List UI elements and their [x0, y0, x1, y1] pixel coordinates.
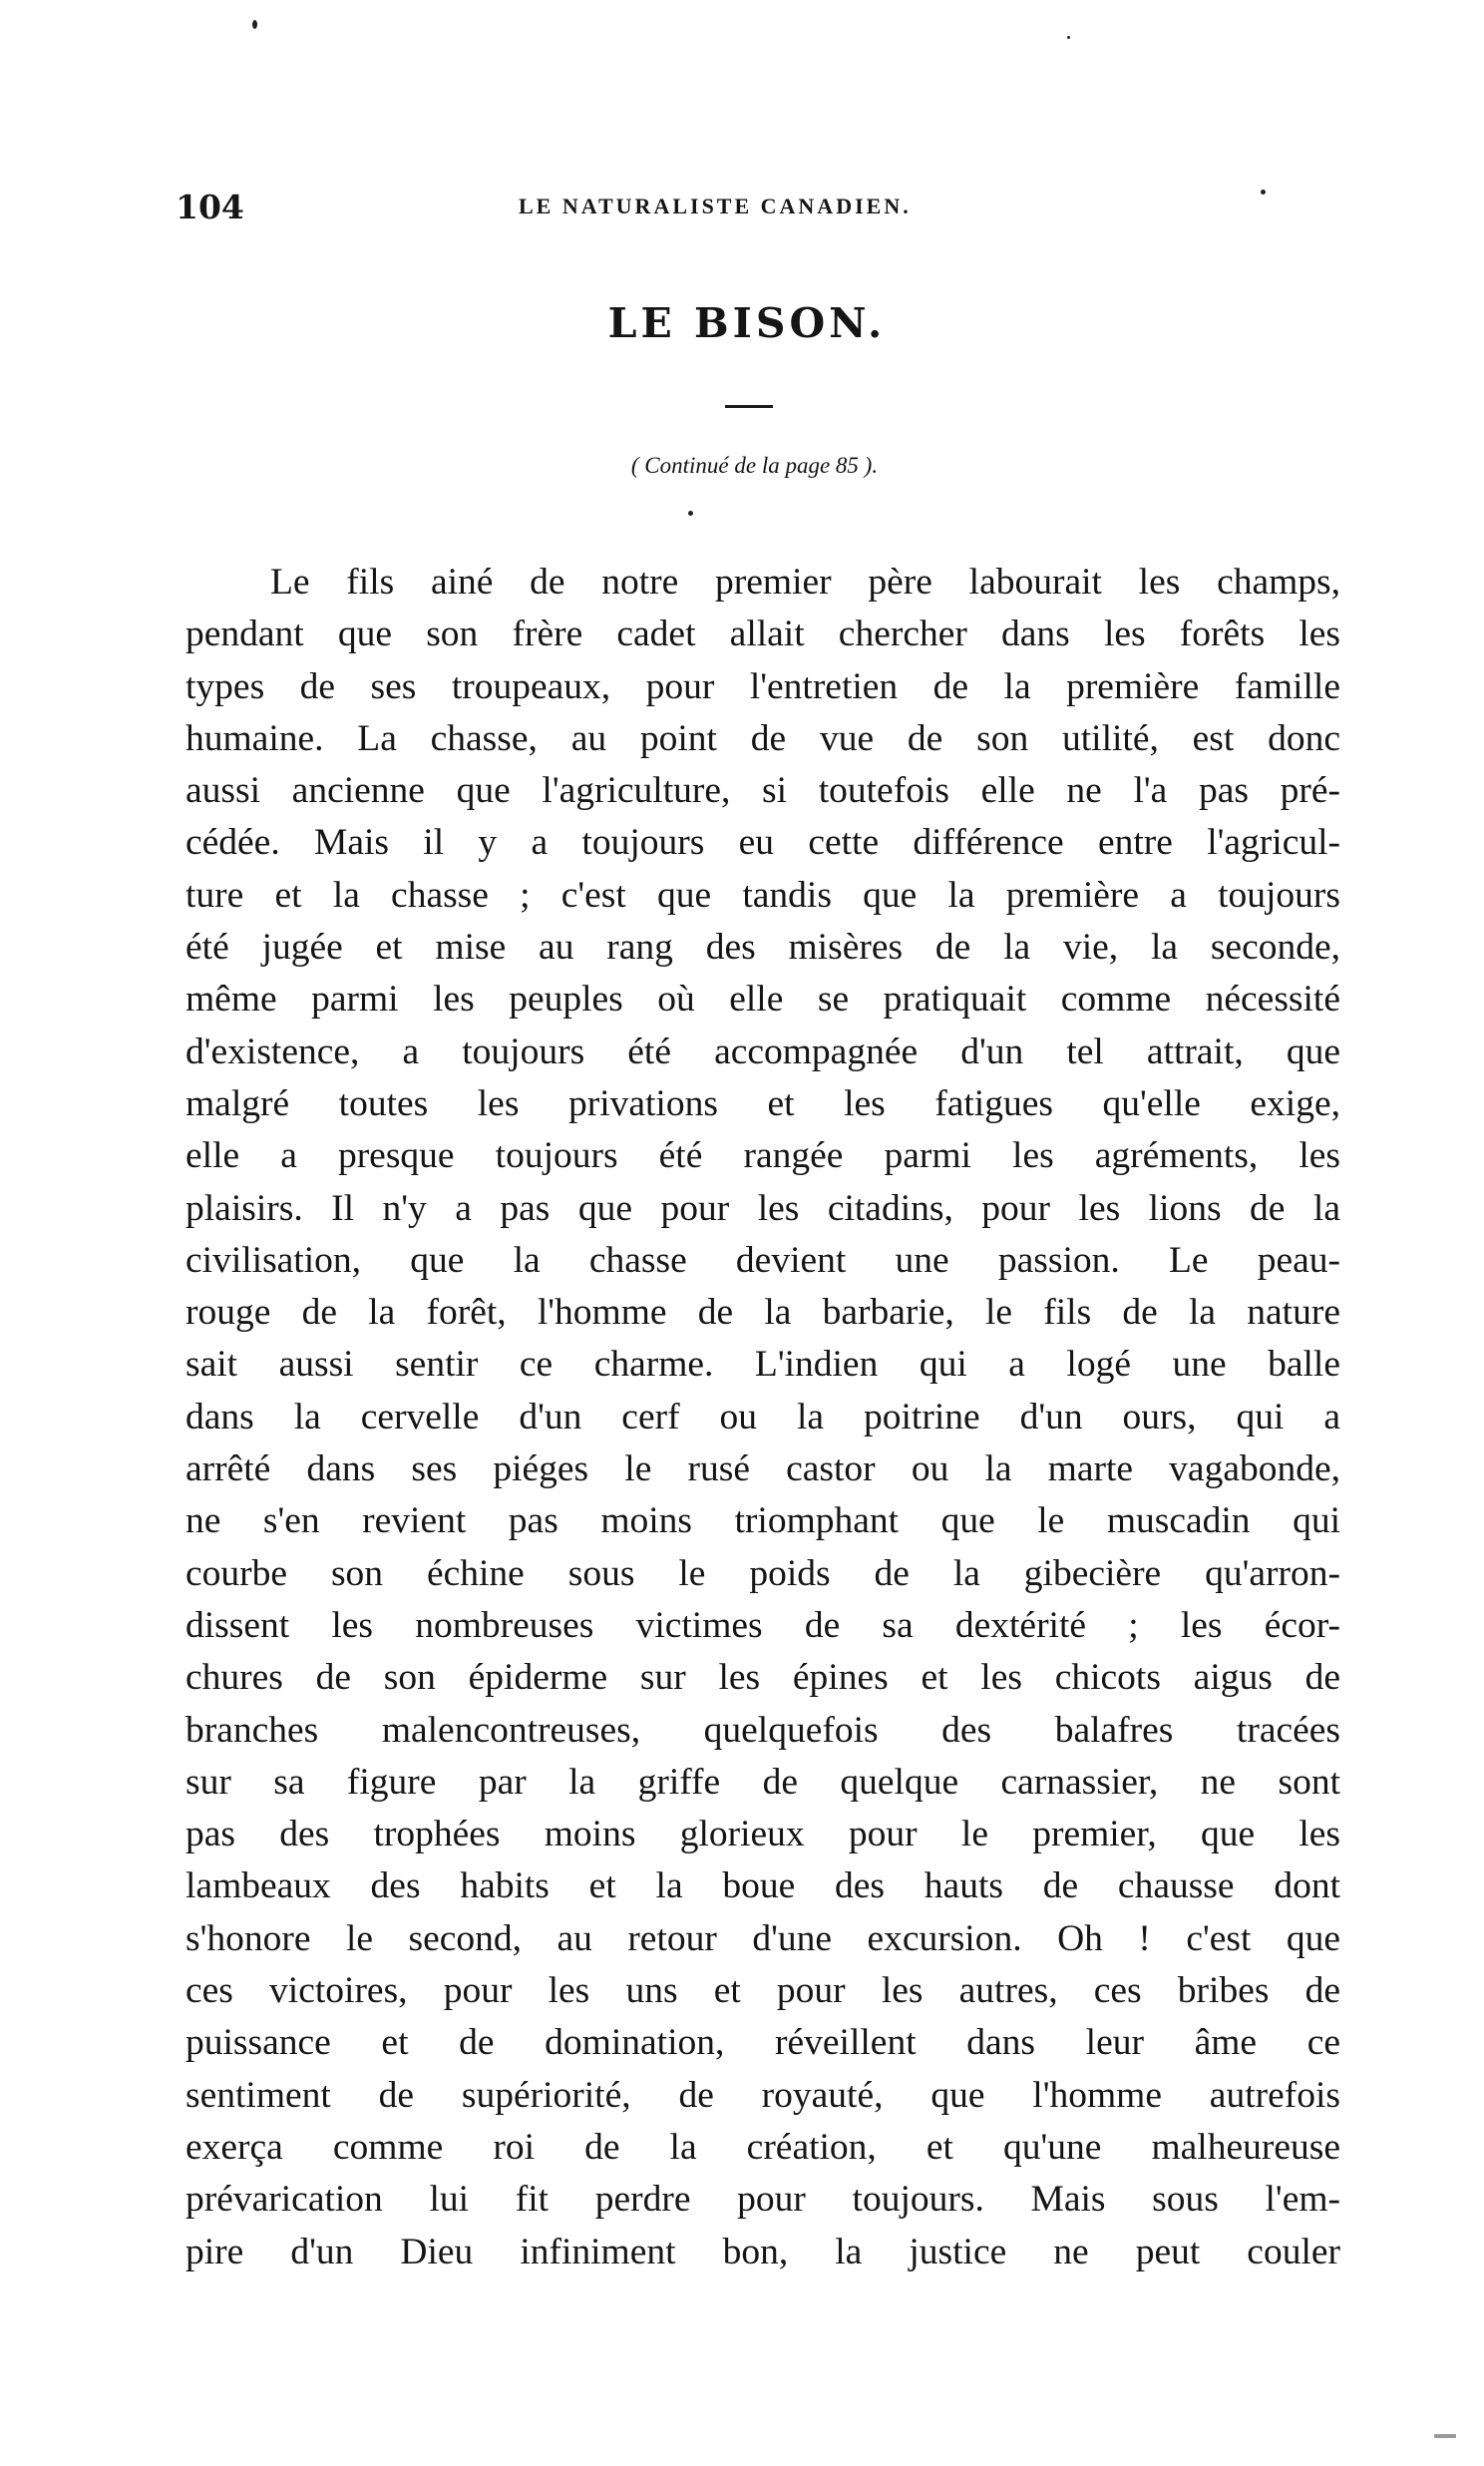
text-line: pendant que son frère cadet allait chercher dans les forêts les: [186, 614, 1340, 655]
scan-speck: [252, 20, 257, 29]
text-line: cédée. Mais il y a toujours eu cette différence entre l'agricul-: [186, 822, 1340, 864]
text-line: civilisation, que la chasse devient une passion. Le peau-: [186, 1239, 1340, 1281]
text-line: sentiment de supériorité, de royauté, que l'homme autrefois: [186, 2074, 1340, 2116]
body-text: [186, 557, 1340, 2278]
text-line: lambeaux des habits et la boue des hauts de chausse dont: [186, 1865, 1340, 1907]
text-line: ne s'en revient pas moins triomphant que le muscadin qui: [186, 1500, 1340, 1542]
scan-speck: [688, 511, 693, 516]
text-line: courbe son échine sous le poids de la gibecière qu'arron-: [186, 1552, 1340, 1594]
text-line: arrêté dans ses piéges le rusé castor ou la marte vagabonde,: [186, 1448, 1340, 1490]
text-line: plaisirs. Il n'y a pas que pour les citadins, pour les lions de la: [186, 1187, 1340, 1229]
text-line: sait aussi sentir ce charme. L'indien qui a logé une balle: [186, 1344, 1340, 1386]
scan-speck: [1434, 2434, 1456, 2438]
page-number: 104: [176, 188, 244, 226]
text-line: types de ses troupeaux, pour l'entretien de la première famille: [186, 665, 1340, 707]
continuation-note: ( Continué de la page 85 ).: [630, 453, 879, 478]
text-line: ces victoires, pour les uns et pour les autres, ces bribes de: [186, 1970, 1340, 2012]
text-line: malgré toutes les privations et les fatigues qu'elle exige,: [186, 1082, 1340, 1124]
text-line: ture et la chasse ; c'est que tandis que la première a toujours: [186, 874, 1340, 916]
text-line: prévarication lui fit perdre pour toujours. Mais sous l'em-: [186, 2179, 1340, 2221]
scan-speck: [1067, 36, 1070, 39]
text-line: elle a presque toujours été rangée parmi les agréments, les: [186, 1135, 1340, 1177]
text-line: dans la cervelle d'un cerf ou la poitrine d'un ours, qui a: [186, 1396, 1340, 1438]
text-line: aussi ancienne que l'agriculture, si toutefois elle ne l'a pas pré-: [186, 770, 1340, 812]
text-line: dissent les nombreuses victimes de sa dextérité ; les écor-: [186, 1604, 1340, 1646]
text-line: branches malencontreuses, quelquefois des balafres tracées: [186, 1709, 1340, 1751]
title-rule: [725, 405, 773, 408]
text-line: Le fils ainé de notre premier père labourait les champs,: [270, 562, 1340, 603]
text-line: pire d'un Dieu infiniment bon, la justice ne peut couler: [186, 2231, 1340, 2272]
text-line: sur sa figure par la griffe de quelque carnassier, ne sont: [186, 1761, 1340, 1803]
text-line: rouge de la forêt, l'homme de la barbarie, le fils de la nature: [186, 1292, 1340, 1334]
text-line: puissance et de domination, réveillent dans leur âme ce: [186, 2022, 1340, 2064]
running-head: LE NATURALISTE CANADIEN.: [519, 194, 912, 218]
scan-speck: [1261, 190, 1266, 195]
text-line: été jugée et mise au rang des misères de la vie, la seconde,: [186, 927, 1340, 969]
text-line: même parmi les peuples où elle se pratiquait comme nécessité: [186, 979, 1340, 1021]
text-line: s'honore le second, au retour d'une excursion. Oh ! c'est que: [186, 1917, 1340, 1959]
article-title: LE BISON.: [607, 299, 887, 347]
text-line: chures de son épiderme sur les épines et les chicots aigus de: [186, 1657, 1340, 1699]
text-line: d'existence, a toujours été accompagnée d'un tel attrait, que: [186, 1030, 1340, 1072]
text-line: pas des trophées moins glorieux pour le premier, que les: [186, 1814, 1340, 1855]
text-line: humaine. La chasse, au point de vue de son utilité, est donc: [186, 717, 1340, 759]
text-line: exerça comme roi de la création, et qu'une malheureuse: [186, 2126, 1340, 2168]
